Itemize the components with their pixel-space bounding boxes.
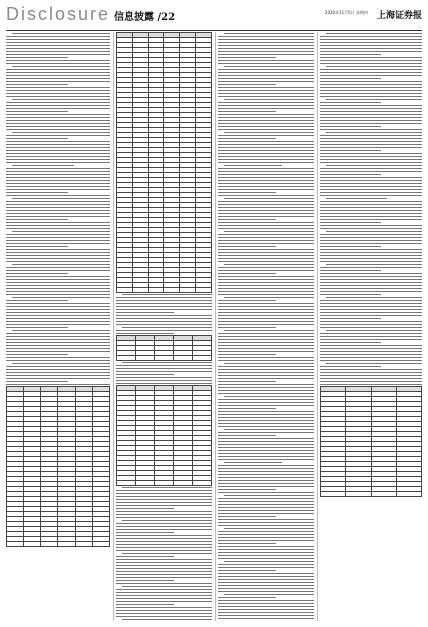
table-row [117,356,212,361]
data-table [116,385,212,486]
column-3 [218,32,314,621]
column-2 [116,32,212,621]
table-cell [24,542,41,547]
issue-date: 2020年11月5日 星期四 [324,10,368,15]
table-cell [75,542,92,547]
table-cell [396,492,421,497]
table-cell [136,481,155,486]
table-cell [132,288,148,293]
section-title: 信息披露 /22 [114,12,176,23]
table-cell [196,288,212,293]
brand-logo: Disclosure [6,4,111,24]
table-cell [58,542,75,547]
table-cell [164,288,180,293]
table-cell [371,492,396,497]
table-cell [174,481,193,486]
table-row [321,492,422,497]
column-divider [113,32,114,621]
table-row [117,288,212,293]
table-cell [41,542,58,547]
table-cell [117,288,133,293]
table-row [117,481,212,486]
table-cell [174,356,193,361]
data-table [6,386,110,547]
table-cell [92,542,109,547]
text-line [218,617,314,620]
newspaper-name: 上海证券报 [376,11,422,21]
table-cell [117,356,136,361]
data-table [116,32,212,293]
table-cell [136,356,155,361]
column-divider [215,32,216,621]
table-cell [155,356,174,361]
table-cell [148,288,164,293]
table-cell [193,356,212,361]
table-cell [155,481,174,486]
data-table [116,335,212,361]
table-cell [7,542,24,547]
table-cell [117,481,136,486]
table-row [7,542,110,547]
table-cell [193,481,212,486]
table-cell [180,288,196,293]
column-divider [317,32,318,621]
table-cell [321,492,346,497]
table-cell [346,492,371,497]
data-table [320,386,422,497]
column-4 [320,32,422,621]
masthead [6,4,422,31]
article-columns [6,32,422,621]
column-1 [6,32,110,621]
